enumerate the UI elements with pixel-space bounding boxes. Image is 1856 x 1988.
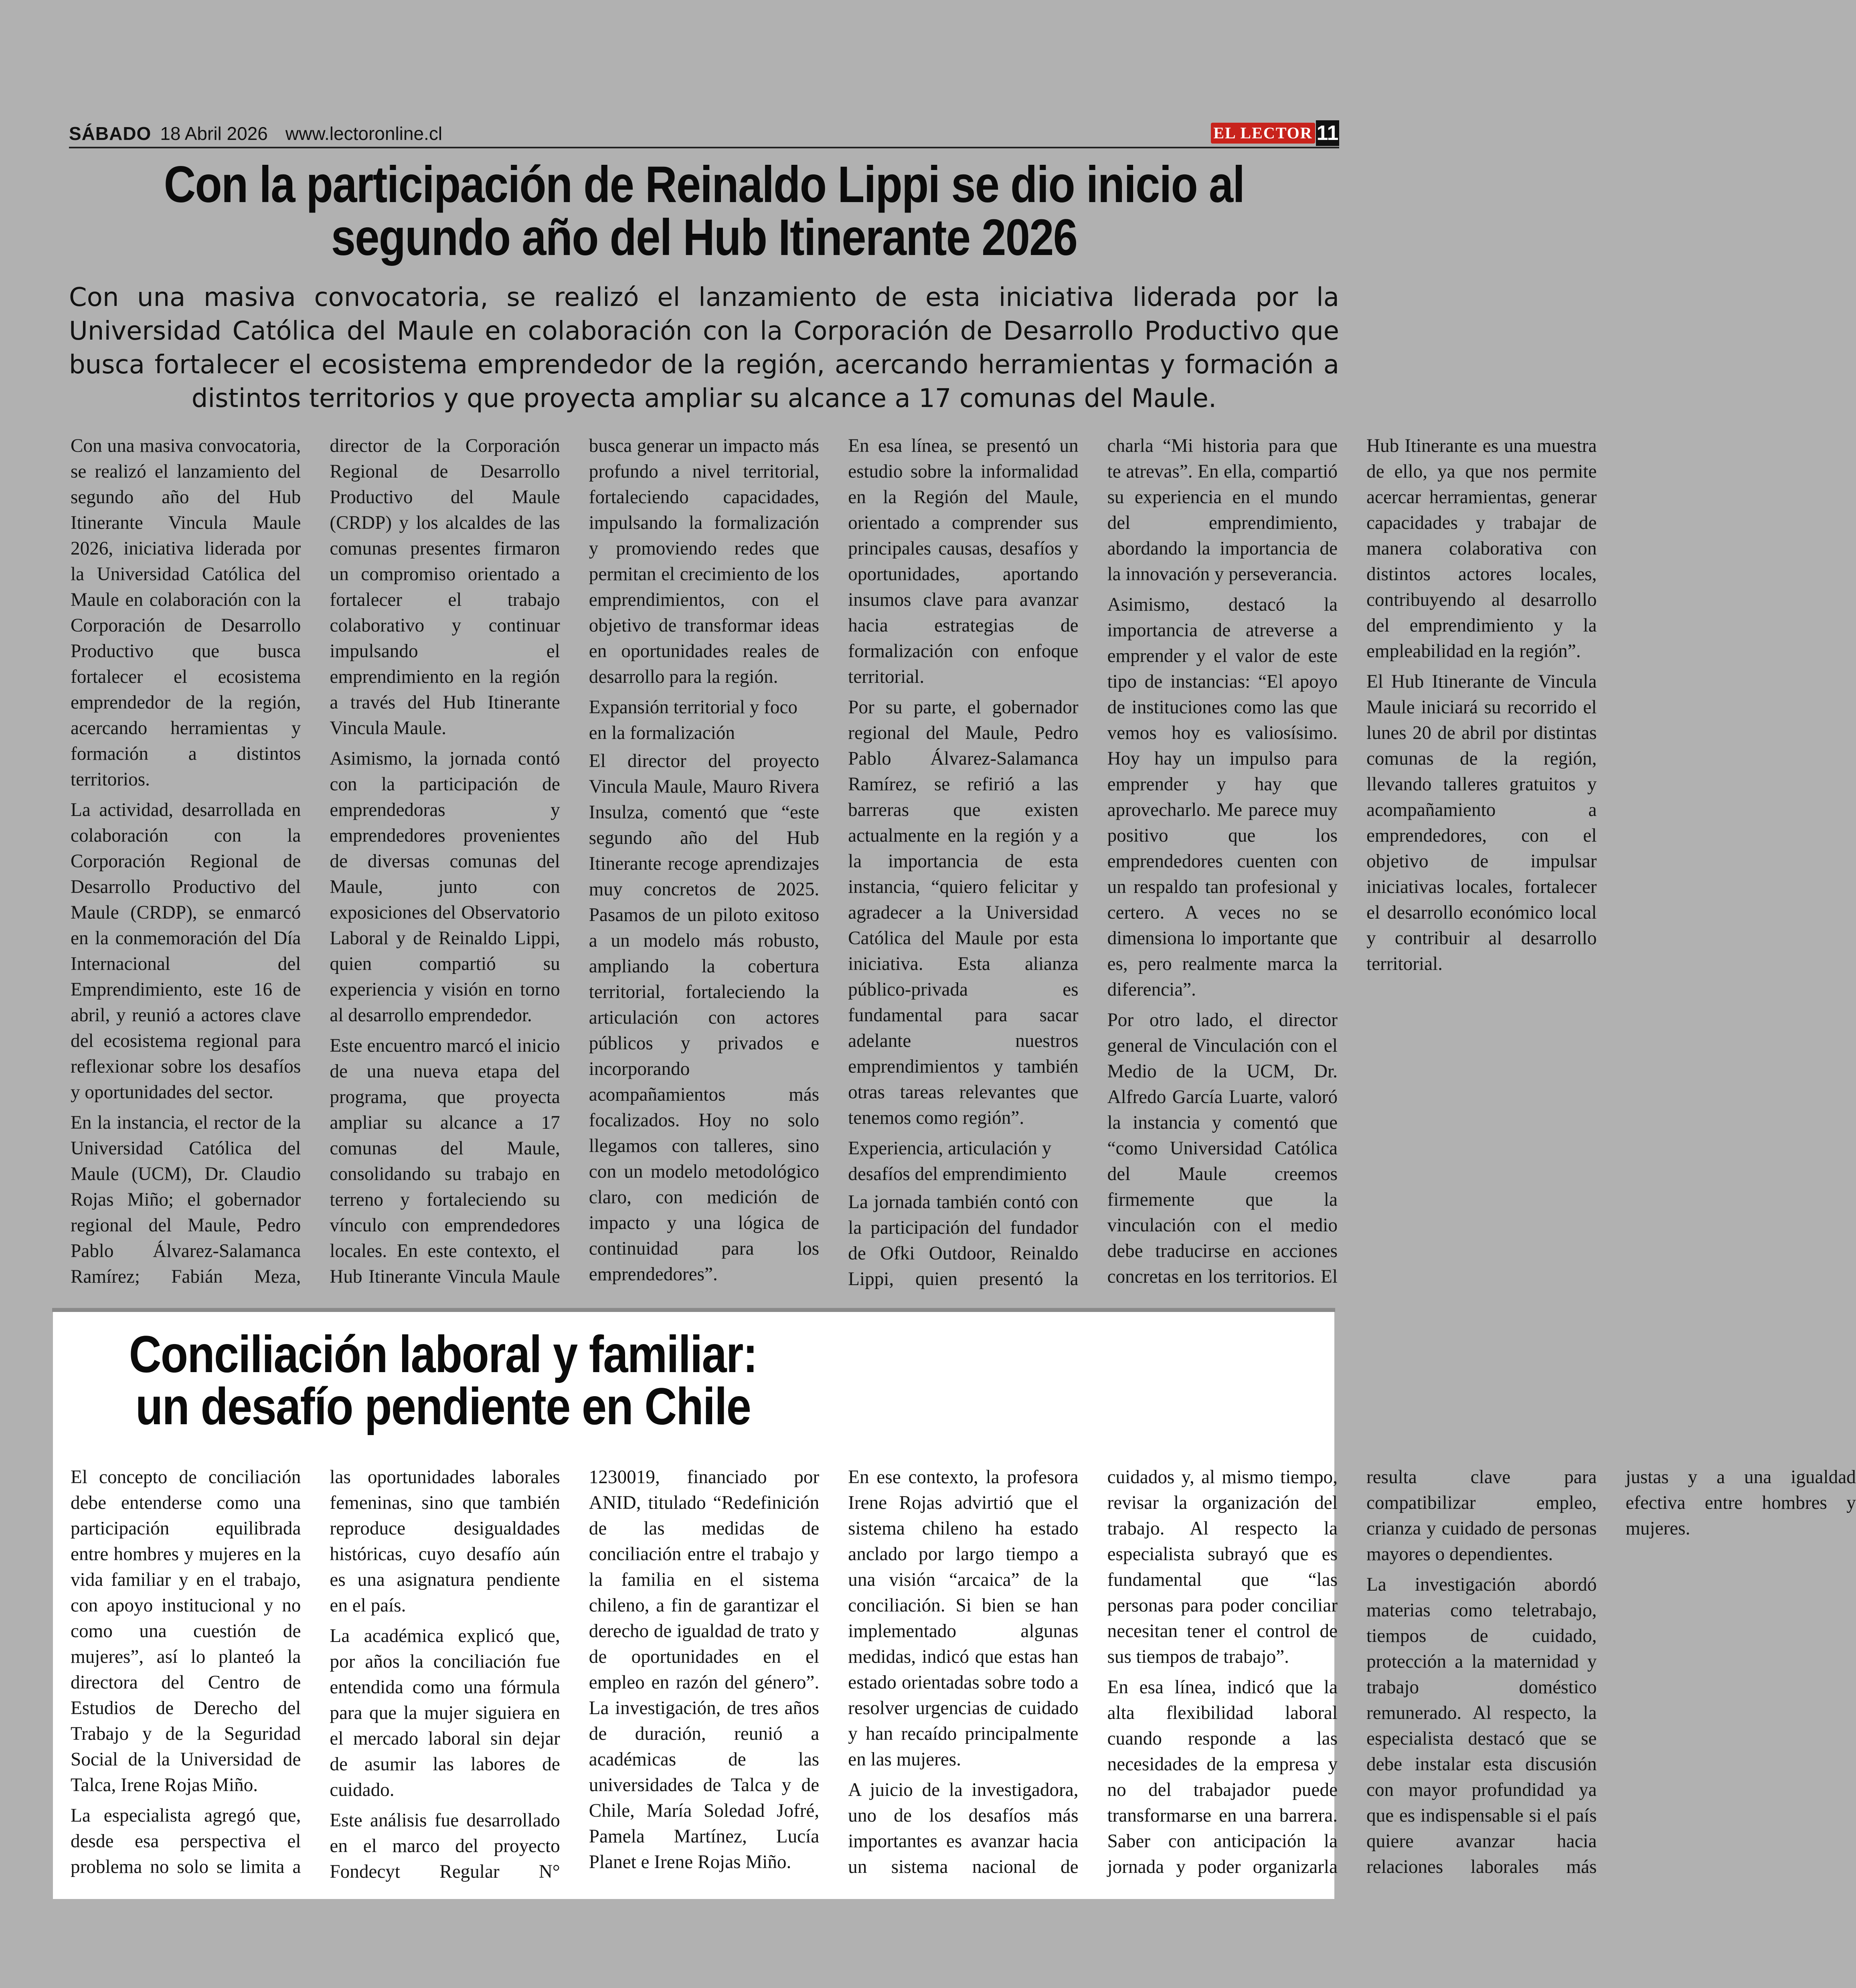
article2-paragraph: El concepto de conciliación debe entenderse como una participación equilibrada entre hombres y mujeres en la vida familiar y en el trabajo, con apoyo institucional y no como una cuestión de mujeres”, así lo planteó la directora del Centro de Estudios de Derecho del Trabajo y de la Seguridad Social de la Universidad de Talca, Irene Rojas Miño. (71, 1467, 301, 1796)
header-date: 18 Abril 2026 (160, 123, 268, 144)
article1-paragraph: En la instancia, el rector de la Universidad Católica del Maule (UCM), Dr. Claudio Rojas Miño; el gobernador regional del Maule, Pedro Pablo Álvarez-Salamanca Ramírez; Fabián Meza, director de la Corporación Regional de Desarrollo Productivo del Maule (CRDP) y los alcaldes de las comunas presentes firmaron un compromiso orientado a fortalecer el trabajo colaborativo y continuar impulsando el emprendimiento en la región a través del Hub Itinerante Vincula Maule. (71, 435, 560, 1287)
page-number: 11 (1316, 120, 1339, 146)
article1-paragraph: Asimismo, destacó la importancia de atreverse a emprender y el valor de este tipo de instancias: “El apoyo de instituciones como las que vemos hoy es valiosísimo. Hoy hay un impulso para emprender y hay que aprovecharlo. Me parece muy positivo que los emprendedores cuenten con un respaldo tan profesional y certero. A veces no se dimensiona lo importante que es, pero realmente marca la diferencia”. (1107, 594, 1338, 1000)
article2-headline-line1: Conciliación laboral y familiar: (129, 1325, 757, 1383)
article2-body (71, 1464, 1856, 1887)
header-day: SÁBADO (69, 123, 152, 144)
article1-paragraph: Por su parte, el gobernador regional del Maule, Pedro Pablo Álvarez-Salamanca Ramírez, se refirió a las barreras que existen actualmente en la región y a la importancia de esta instancia, “quiero felicitar y agradecer a la Universidad Católica del Maule por esta iniciativa. Esta alianza público-privada es fundamental para sacar adelante nuestros emprendimientos y también otras tareas relevantes que tenemos como región”. (848, 697, 1079, 1128)
article2-paragraph: La académica explicó que, por años la conciliación fue entendida como una fórmula para que la mujer siguiera en el mercado laboral sin dejar de asumir las labores de cuidado. (330, 1626, 560, 1800)
article2-paragraph: La investigación abordó materias como teletrabajo, tiempos de cuidado, protección a la maternidad y trabajo doméstico remunerado. Al respecto, la especialista destacó que se debe instalar esta discusión con mayor profundidad ya que es indispensable si el país quiere avanzar hacia relaciones laborales más justas y a una igualdad efectiva entre hombres y mujeres. (1366, 1467, 1856, 1877)
article1-paragraph: Asimismo, la jornada contó con la participación de emprendedoras y emprendedores provenientes de diversas comunas del Maule, junto con exposiciones del Observatorio Laboral y de Reinaldo Lippi, quien compartió su experiencia y visión en torno al desarrollo emprendedor. (330, 748, 560, 1026)
article1-paragraph: El Hub Itinerante de Vincula Maule iniciará su recorrido el lunes 20 de abril por distintas comunas de la región, llevando talleres gratuitos y acompañamiento a emprendedores, con el objetivo de impulsar iniciativas locales, fortalecer el desarrollo económico local y contribuir al desarrollo territorial. (1366, 671, 1597, 974)
newspaper-logo: EL LECTOR (1211, 123, 1315, 144)
article1-body (71, 433, 1597, 1295)
article1-subhead: Expansión territorial y foco en la formalización (589, 697, 797, 743)
section-divider (52, 1308, 1335, 1312)
article1-paragraph: La jornada también contó con la participación del fundador de Ofki Outdoor, Reinaldo Lippi, quien presentó la charla “Mi historia para que te atrevas”. En ella, compartió su experiencia en el mundo del emprendimiento, abordando la importancia de la innovación y perseverancia. (848, 435, 1338, 1290)
article2-paragraph: La especialista agregó que, desde esa perspectiva el problema no solo se limita a las oportunidades laborales femeninas, sino que también reproduce desigualdades históricas, cuyo desafío aún es una asignatura pendiente en el país. (71, 1467, 560, 1877)
article2-paragraph: En ese contexto, la profesora Irene Rojas advirtió que el sistema chileno ha estado anclado por largo tiempo a una visión “arcaica” de la conciliación. Si bien se han implementado algunas medidas, indicó que estas han estado orientadas sobre todo a resolver urgencias de cuidado y han recaído principalmente en las mujeres. (848, 1467, 1079, 1770)
article1-deck: Con una masiva convocatoria, se realizó el lanzamiento de esta iniciativa liderada por la Universidad Católica del Maule en colaboración con la Corporación de Desarrollo Productivo que busca fortalecer el ecosistema emprendedor de la región, acercando herramientas y formación a distintos territorios y que proyecta ampliar su alcance a 17 comunas del Maule. (69, 283, 1339, 413)
article1-headline: Con la participación de Reinaldo Lippi se dio inicio al segundo año del Hub Itinerante 2026 (164, 156, 1245, 266)
header-website[interactable]: www.lectoronline.cl (285, 123, 443, 144)
article1-paragraph: El director del proyecto Vincula Maule, Mauro Rivera Insulza, comentó que “este segundo año del Hub Itinerante recoge aprendizajes muy concretos de 2025. Pasamos de un piloto exitoso a un modelo más robusto, ampliando la cobertura territorial, fortaleciendo la articulación con actores públicos y privados e incorporando acompañamientos más focalizados. Hoy no solo llegamos con talleres, sino con un modelo metodológico claro, con medición de impacto y una lógica de continuidad para los emprendedores”. (589, 751, 820, 1285)
article2-paragraph: A juicio de la investigadora, uno de los desafíos más importantes es avanzar hacia un sistema nacional de cuidados y, al mismo tiempo, revisar la organización del trabajo. Al respecto la especialista subrayó que es fundamental que “las personas para poder conciliar necesitan tener el control de sus tiempos de trabajo”. (848, 1467, 1338, 1877)
page-header (69, 120, 1339, 148)
article1-paragraph: Con una masiva convocatoria, se realizó el lanzamiento del segundo año del Hub Itinerante Vincula Maule 2026, iniciativa liderada por la Universidad Católica del Maule en colaboración con la Corporación de Desarrollo Productivo que busca fortalecer el ecosistema emprendedor de la región, acercando herramientas y formación a distintos territorios. (71, 435, 301, 790)
article2-paragraph: En esa línea, indicó que la alta flexibilidad laboral cuando responde a las necesidades de la empresa y no del trabajador puede transformarse en una barrera. Saber con anticipación la jornada y poder organizarla resulta clave para compatibilizar empleo, crianza y cuidado de personas mayores o dependientes. (1107, 1467, 1597, 1877)
article1-paragraph: Este encuentro marcó el inicio de una nueva etapa del programa, que proyecta ampliar su alcance a 17 comunas del Maule, consolidando su trabajo en terreno y fortaleciendo su vínculo con emprendedores locales. En este contexto, el Hub Itinerante Vincula Maule busca generar un impacto más profundo a nivel territorial, fortaleciendo capacidades, impulsando la formalización y promoviendo redes que permitan el crecimiento de los emprendimientos, con el objetivo de transformar ideas en oportunidades reales de desarrollo para la región. (330, 435, 820, 1287)
article1-paragraph: Por otro lado, el director general de Vinculación con el Medio de la UCM, Dr. Alfredo García Luarte, valoró la instancia y comentó que “como Universidad Católica del Maule creemos firmemente que la vinculación con el medio debe traducirse en acciones concretas en los territorios. El Hub Itinerante es una muestra de ello, ya que nos permite acercar herramientas, generar capacidades y trabajar de manera colaborativa con distintos actores locales, contribuyendo al desarrollo del emprendimiento y la empleabilidad en la región”. (1107, 435, 1597, 1287)
article1-paragraph: La actividad, desarrollada en colaboración con la Corporación Regional de Desarrollo Productivo del Maule (CRDP), se enmarcó en la conmemoración del Día Internacional del Emprendimiento, este 16 de abril, y reunió a actores clave del ecosistema regional para reflexionar sobre los desafíos y oportunidades del sector. (71, 800, 301, 1103)
article2-headline-line2: un desafío pendiente en Chile (135, 1377, 751, 1435)
article2-headline (103, 1325, 783, 1435)
header-rule (69, 147, 1339, 148)
article2-paragraph: Este análisis fue desarrollado en el marco del proyecto Fondecyt Regular N° 1230019, financiado por ANID, titulado “Redefinición de las medidas de conciliación entre el trabajo y la familia en el sistema chileno, a fin de garantizar el derecho de igualdad de trato y de oportunidades en el empleo en razón del género”. La investigación, de tres años de duración, reunió a académicas de las universidades de Talca y de Chile, María Soledad Jofré, Pamela Martínez, Lucía Planet e Irene Rojas Miño. (330, 1467, 820, 1882)
header-dateline (69, 123, 442, 144)
article1-paragraph: En esa línea, se presentó un estudio sobre la informalidad en la Región del Maule, orientado a comprender sus principales causas, desafíos y oportunidades, aportando insumos clave para avanzar hacia estrategias de formalización con enfoque territorial. (848, 435, 1079, 687)
article1-subhead: Experiencia, articulación y desafíos del emprendimiento (848, 1138, 1067, 1184)
